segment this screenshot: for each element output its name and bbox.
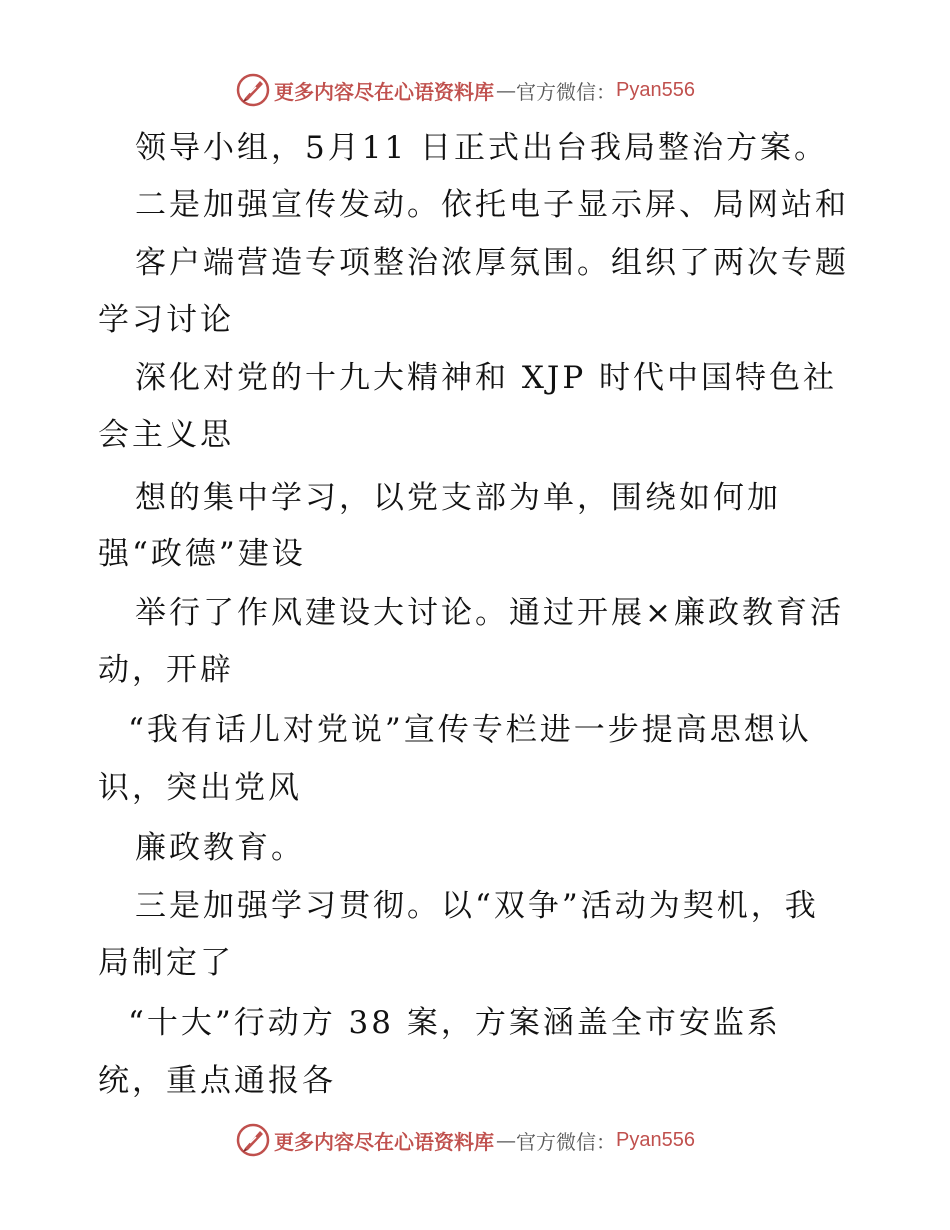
body-line: 局制定了 <box>98 945 234 981</box>
watermark-brand: 更多内容尽在心语资料库 <box>274 79 494 104</box>
watermark-account-label: 官方微信： <box>516 1129 616 1154</box>
footer-watermark <box>236 1122 695 1158</box>
body-line: 领导小组，5月11 日正式出台我局整治方案。 <box>135 130 829 166</box>
body-line: 学习讨论 <box>98 302 234 338</box>
watermark-account-label: 官方微信： <box>516 79 616 104</box>
watermark-separator: — <box>496 78 516 102</box>
body-line: 深化对党的十九大精神和 XJP 时代中国特色社 <box>135 360 838 396</box>
watermark-separator: — <box>496 1128 516 1152</box>
body-line: 三是加强学习贯彻。以“双争”活动为契机，我 <box>135 888 819 924</box>
body-line: 强“政德”建设 <box>98 536 306 572</box>
body-line: 识，突出党风 <box>98 770 302 806</box>
header-watermark <box>236 72 695 108</box>
quill-pen-logo-icon <box>236 1123 270 1157</box>
body-line: 想的集中学习，以党支部为单，围绕如何加 <box>135 480 781 516</box>
body-line: 二是加强宣传发动。依托电子显示屏、局网站和 <box>135 187 849 223</box>
body-line: 廉政教育。 <box>135 830 305 866</box>
body-line: 统，重点通报各 <box>98 1063 336 1099</box>
body-line: 客户端营造专项整治浓厚氛围。组织了两次专题 <box>135 245 849 281</box>
quill-pen-logo-icon <box>236 73 270 107</box>
body-line: 会主义思 <box>98 417 234 453</box>
watermark-account-id: Pyan556 <box>616 78 695 101</box>
body-line: “我有话儿对党说”宣传专栏进一步提高思想认 <box>128 712 812 748</box>
watermark-account-id: Pyan556 <box>616 1128 695 1151</box>
body-line: 动，开辟 <box>98 652 234 688</box>
watermark-brand: 更多内容尽在心语资料库 <box>274 1129 494 1154</box>
body-line: “十大”行动方 38 案，方案涵盖全市安监系 <box>128 1005 781 1041</box>
body-line: 举行了作风建设大讨论。通过开展×廉政教育活 <box>135 595 844 631</box>
